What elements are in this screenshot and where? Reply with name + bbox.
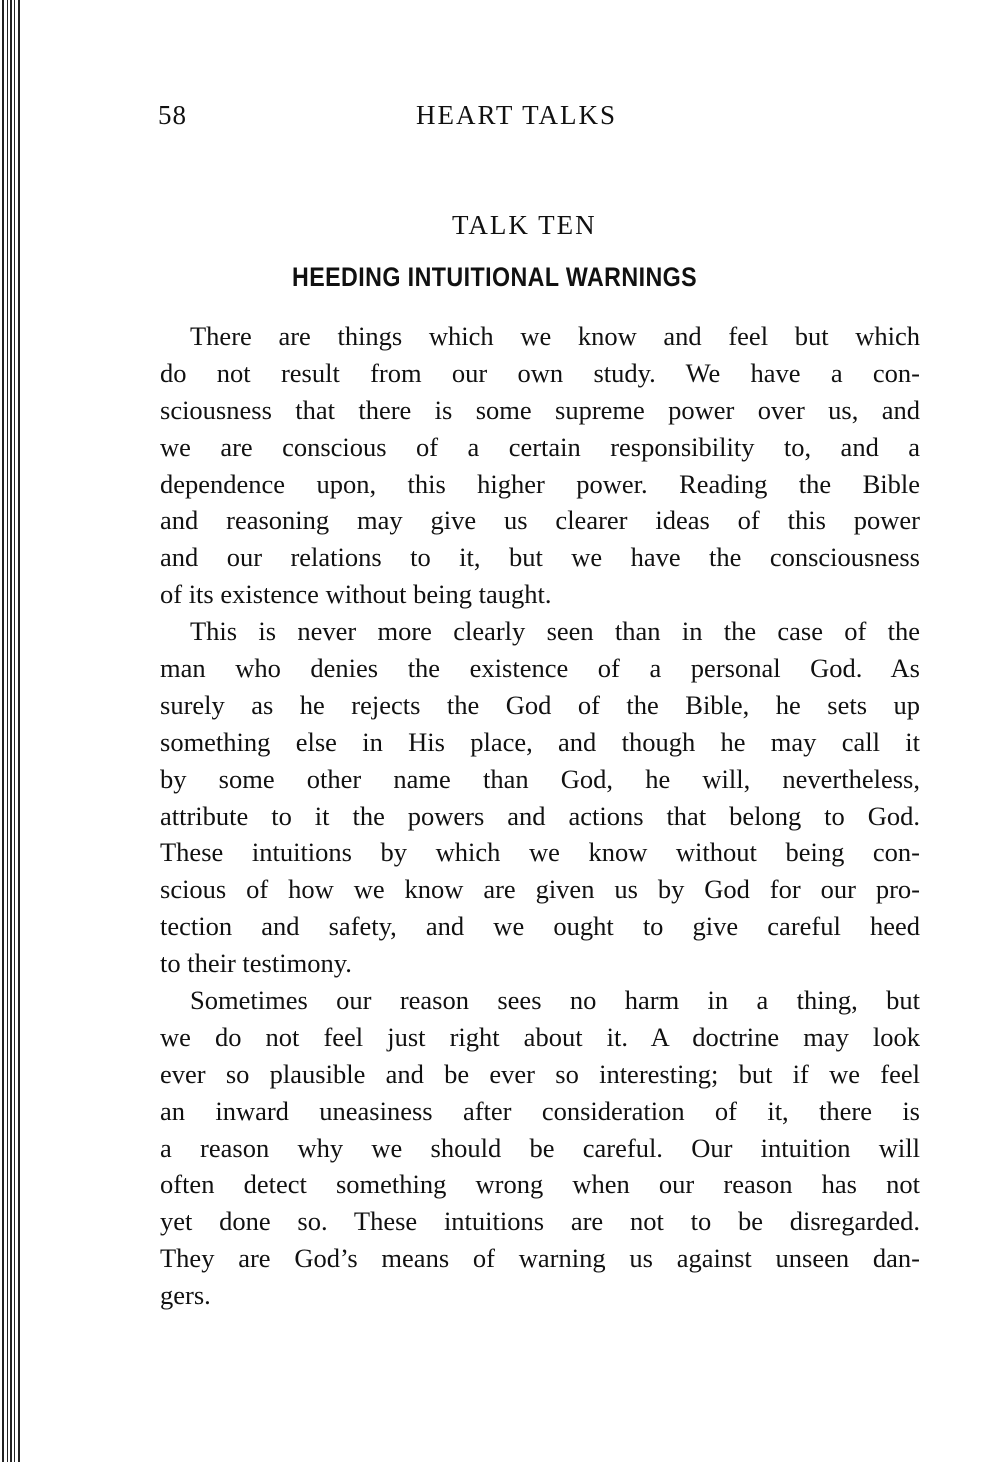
text-line: of its existence without being taught. bbox=[160, 579, 552, 610]
text-line: dependence upon, this higher power. Reading the Bible bbox=[160, 468, 920, 499]
text-line: an inward uneasiness after consideration of it, there is bbox=[160, 1095, 920, 1126]
text-line: There are things which we know and feel but which bbox=[190, 321, 920, 351]
text-line: to their testimony. bbox=[160, 948, 352, 979]
text-line: sciousness that there is some supreme power over us, and bbox=[160, 394, 920, 425]
running-title: HEART TALKS bbox=[416, 100, 617, 130]
text-line: and our relations to it, but we have the consciousness bbox=[160, 542, 920, 573]
page-number: 58 bbox=[158, 100, 187, 130]
text-line: This is never more clearly seen than in the case of the bbox=[190, 616, 920, 647]
talk-label: TALK TEN bbox=[452, 210, 597, 240]
paragraph-3 bbox=[160, 982, 920, 1314]
text-line: tection and safety, and we ought to give careful heed bbox=[160, 911, 920, 942]
text-line: by some other name than God, he will, nevertheless, bbox=[160, 763, 920, 794]
running-head bbox=[158, 100, 918, 140]
body-text bbox=[160, 318, 920, 1314]
text-line: a reason why we should be careful. Our intuition will bbox=[160, 1132, 920, 1163]
text-line: often detect something wrong when our reason has not bbox=[160, 1169, 920, 1200]
text-line: yet done so. These intuitions are not to be disregarded. bbox=[160, 1206, 920, 1237]
text-line: gers. bbox=[160, 1280, 211, 1311]
text-line: we are conscious of a certain responsibility to, and a bbox=[160, 431, 920, 462]
text-line: we do not feel just right about it. A doctrine may look bbox=[160, 1021, 920, 1052]
binding-edge bbox=[0, 0, 24, 1462]
text-line: surely as he rejects the God of the Bible, he sets up bbox=[160, 689, 920, 720]
text-line: ever so plausible and be ever so interesting; but if we feel bbox=[160, 1058, 920, 1089]
text-line: Sometimes our reason sees no harm in a thing, but bbox=[190, 985, 920, 1016]
paragraph-1 bbox=[160, 318, 920, 613]
text-line: They are God’s means of warning us against unseen dan- bbox=[160, 1243, 920, 1274]
text-line: These intuitions by which we know without being con- bbox=[160, 837, 920, 868]
text-line: attribute to it the powers and actions that belong to God. bbox=[160, 800, 920, 831]
text-line: and reasoning may give us clearer ideas of this power bbox=[160, 505, 920, 536]
text-line: something else in His place, and though he may call it bbox=[160, 726, 920, 757]
paragraph-2 bbox=[160, 613, 920, 982]
text-line: scious of how we know are given us by God for our pro- bbox=[160, 874, 920, 905]
chapter-title: HEEDING INTUITIONAL WARNINGS bbox=[292, 262, 698, 292]
text-line: do not result from our own study. We have a con- bbox=[160, 357, 920, 388]
text-line: man who denies the existence of a personal God. As bbox=[160, 653, 920, 684]
